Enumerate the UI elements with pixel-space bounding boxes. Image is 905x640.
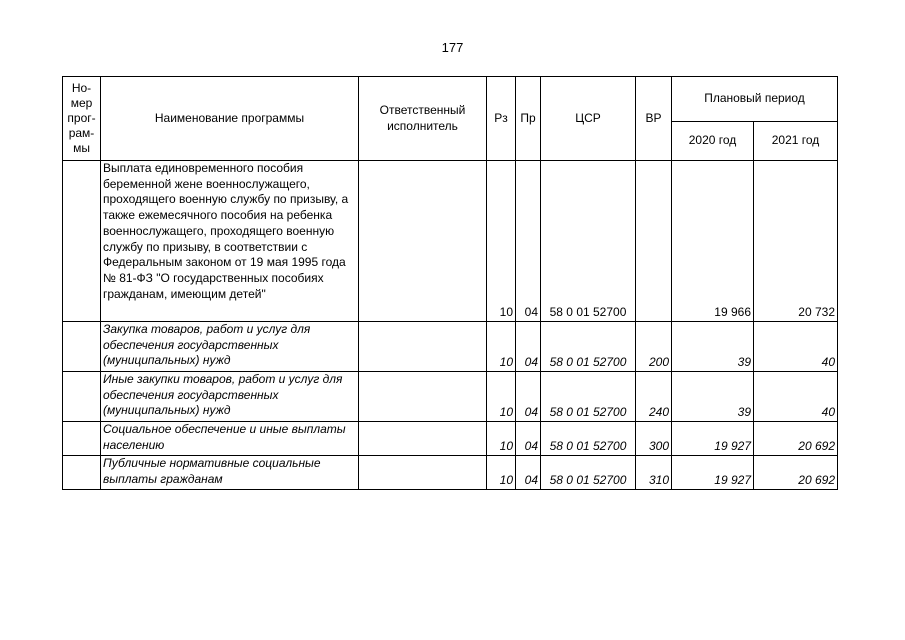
cell-vr: 200 (636, 322, 672, 372)
cell-rz: 10 (487, 422, 516, 456)
cell-2021: 40 (754, 322, 838, 372)
cell-program-number (63, 456, 101, 490)
cell-pr: 04 (516, 456, 541, 490)
header-program-number-label: Но- мер прог- рам- мы (67, 81, 96, 155)
cell-pr: 04 (516, 161, 541, 322)
cell-csr: 58 0 01 52700 (541, 422, 636, 456)
cell-vr: 300 (636, 422, 672, 456)
cell-program-number (63, 161, 101, 322)
cell-vr: 310 (636, 456, 672, 490)
cell-rz: 10 (487, 456, 516, 490)
cell-pr: 04 (516, 322, 541, 372)
cell-program-number (63, 372, 101, 422)
table-row (63, 456, 838, 490)
header-pr: Пр (516, 77, 541, 161)
cell-rz: 10 (487, 372, 516, 422)
cell-pr: 04 (516, 372, 541, 422)
cell-program-name: Социальное обеспечение и иные выплаты населению (101, 422, 359, 456)
header-program-name: Наименование программы (101, 77, 359, 161)
cell-executor (359, 372, 487, 422)
cell-executor (359, 322, 487, 372)
header-csr: ЦСР (541, 77, 636, 161)
cell-2020: 19 966 (672, 161, 754, 322)
cell-2020: 39 (672, 372, 754, 422)
cell-vr (636, 161, 672, 322)
table-row (63, 372, 838, 422)
cell-executor (359, 422, 487, 456)
cell-program-name: Публичные нормативные социальные выплаты гражданам (101, 456, 359, 490)
cell-2020: 19 927 (672, 456, 754, 490)
cell-program-number (63, 322, 101, 372)
cell-csr: 58 0 01 52700 (541, 322, 636, 372)
table-row (63, 161, 838, 322)
header-year-2021: 2021 год (754, 122, 838, 161)
cell-program-name: Закупка товаров, работ и услуг для обеспечения государственных (муниципальных) нужд (101, 322, 359, 372)
cell-2021: 40 (754, 372, 838, 422)
cell-2021: 20 692 (754, 422, 838, 456)
table-body (63, 161, 838, 490)
cell-vr: 240 (636, 372, 672, 422)
header-program-number (63, 77, 101, 161)
header-rz: Рз (487, 77, 516, 161)
budget-table (62, 76, 838, 490)
cell-program-number (63, 422, 101, 456)
header-executor: Ответственный исполнитель (359, 77, 487, 161)
cell-program-name: Выплата единовременного пособия беременной жене военнослужащего, проходящего военную службу по призыву, а также ежемесячного пособия на ребенка военнослужащего, проходящего военную службу по призыву, в соответствии с Федеральным законом от 19 мая 1995 года № 81-ФЗ "О государственных пособиях гражданам, имеющим детей" (101, 161, 359, 322)
header-vr: ВР (636, 77, 672, 161)
cell-2021: 20 732 (754, 161, 838, 322)
cell-2020: 39 (672, 322, 754, 372)
page-number: 177 (441, 40, 464, 55)
cell-rz: 10 (487, 161, 516, 322)
cell-pr: 04 (516, 422, 541, 456)
cell-csr: 58 0 01 52700 (541, 372, 636, 422)
cell-2020: 19 927 (672, 422, 754, 456)
cell-program-name: Иные закупки товаров, работ и услуг для обеспечения государственных (муниципальных) нужд (101, 372, 359, 422)
cell-executor (359, 161, 487, 322)
table-row (63, 322, 838, 372)
cell-csr: 58 0 01 52700 (541, 161, 636, 322)
header-planned-period: Плановый период (672, 77, 838, 122)
cell-executor (359, 456, 487, 490)
table-row (63, 422, 838, 456)
header-year-2020: 2020 год (672, 122, 754, 161)
cell-csr: 58 0 01 52700 (541, 456, 636, 490)
cell-2021: 20 692 (754, 456, 838, 490)
cell-rz: 10 (487, 322, 516, 372)
